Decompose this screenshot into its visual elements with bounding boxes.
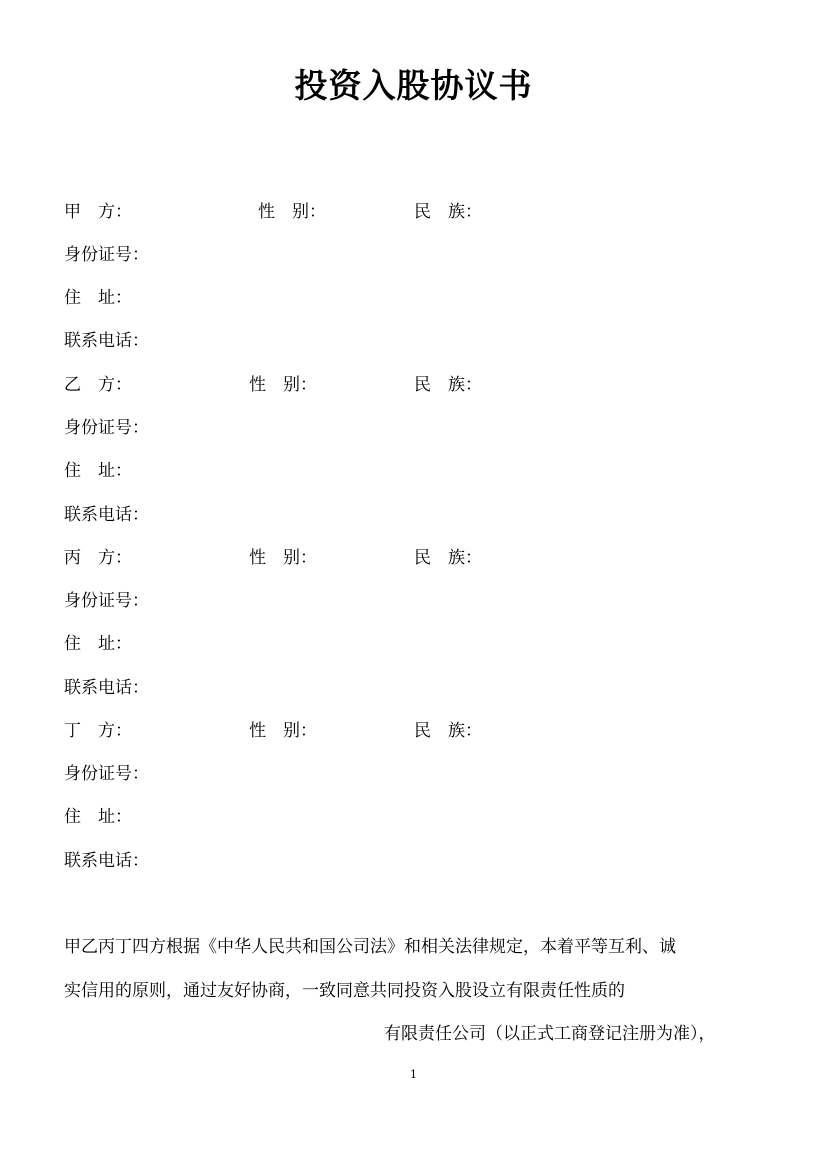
party-d-id-label: 身份证号： xyxy=(64,764,149,784)
party-a-ethnicity-label: 民 族： xyxy=(414,202,482,222)
page-number: 1 xyxy=(410,1068,417,1081)
party-b-phone-label: 联系电话： xyxy=(64,505,149,525)
agreement-paragraph-line-3: 有限责任公司（以正式工商登记注册为准）， xyxy=(384,1024,716,1044)
party-d-phone-label: 联系电话： xyxy=(64,851,149,871)
agreement-paragraph-line-1: 甲乙丙丁四方根据《中华人民共和国公司法》和相关法律规定，本着平等互利、诚 xyxy=(64,937,676,957)
party-b-address-label: 住 址： xyxy=(64,461,132,481)
party-c-label: 丙 方： xyxy=(64,548,132,568)
party-b-label: 乙 方： xyxy=(64,375,132,395)
party-c-address-label: 住 址： xyxy=(64,634,132,654)
party-b-gender-label: 性 别： xyxy=(249,375,317,395)
document-title: 投资入股协议书 xyxy=(294,66,533,105)
party-a-phone-label: 联系电话： xyxy=(64,331,149,351)
party-d-label: 丁 方： xyxy=(64,721,132,741)
party-c-phone-label: 联系电话： xyxy=(64,678,149,698)
party-d-ethnicity-label: 民 族： xyxy=(414,721,482,741)
agreement-paragraph-line-2: 实信用的原则，通过友好协商，一致同意共同投资入股设立有限责任性质的 xyxy=(64,981,625,1001)
party-a-label: 甲 方： xyxy=(64,202,132,222)
party-d-gender-label: 性 别： xyxy=(249,721,317,741)
party-a-address-label: 住 址： xyxy=(64,288,132,308)
party-a-id-label: 身份证号： xyxy=(64,245,149,265)
party-c-gender-label: 性 别： xyxy=(249,548,317,568)
party-b-ethnicity-label: 民 族： xyxy=(414,375,482,395)
party-c-ethnicity-label: 民 族： xyxy=(414,548,482,568)
party-b-id-label: 身份证号： xyxy=(64,418,149,438)
party-c-id-label: 身份证号： xyxy=(64,591,149,611)
party-d-address-label: 住 址： xyxy=(64,807,132,827)
party-a-gender-label: 性 别： xyxy=(258,202,326,222)
